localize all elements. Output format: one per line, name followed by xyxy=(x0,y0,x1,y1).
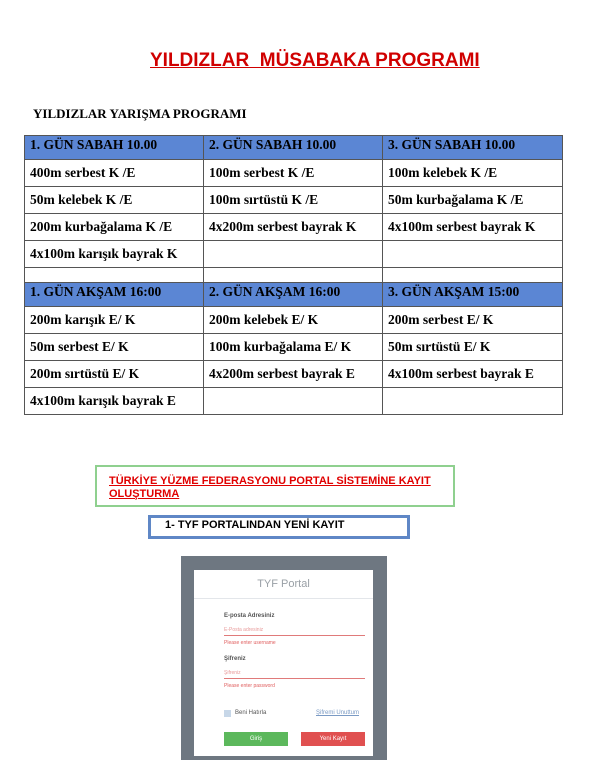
table-cell: 400m serbest K /E xyxy=(25,160,204,187)
tyf-registration-note: TÜRKİYE YÜZME FEDERASYONU PORTAL SİSTEMİNE KAYIT OLUŞTURMA xyxy=(109,475,431,500)
email-label: E-posta Adresiniz xyxy=(224,613,275,619)
table-cell: 100m sırtüstü K /E xyxy=(204,187,383,214)
register-button[interactable]: Yeni Kayıt xyxy=(301,732,365,746)
table-row xyxy=(25,160,563,187)
table-row xyxy=(25,187,563,214)
table-cell xyxy=(383,388,563,415)
login-button[interactable]: Giriş xyxy=(224,732,288,746)
header-cell: 1. GÜN AKŞAM 16:00 xyxy=(25,283,204,307)
table-row xyxy=(25,334,563,361)
table-cell xyxy=(204,388,383,415)
table-header-row xyxy=(25,283,563,307)
email-field[interactable]: E-Posta adresiniz xyxy=(224,626,365,636)
table-header-row xyxy=(25,136,563,160)
table-row xyxy=(25,388,563,415)
table-cell: 100m serbest K /E xyxy=(204,160,383,187)
forgot-password-link[interactable]: Şifremi Unuttum xyxy=(316,710,360,716)
table-cell: 200m kelebek E/ K xyxy=(204,307,383,334)
table-cell: 4x100m karışık bayrak K xyxy=(25,241,204,268)
page-title: YILDIZLAR MÜSABAKA PROGRAMI xyxy=(150,50,480,71)
table-cell: 50m kurbağalama K /E xyxy=(383,187,563,214)
table-cell: 4x100m karışık bayrak E xyxy=(25,388,204,415)
portal-screenshot xyxy=(181,556,387,760)
header-cell: 1. GÜN SABAH 10.00 xyxy=(25,136,204,160)
table-cell: 4x200m serbest bayrak E xyxy=(204,361,383,388)
table-cell xyxy=(204,268,383,283)
tyf-registration-note-box xyxy=(95,465,455,507)
table-row xyxy=(25,241,563,268)
divider xyxy=(194,598,373,599)
email-error: Please enter username xyxy=(224,640,276,646)
header-cell: 2. GÜN SABAH 10.00 xyxy=(204,136,383,160)
table-cell xyxy=(383,268,563,283)
table-cell: 100m kurbağalama E/ K xyxy=(204,334,383,361)
table-cell: 100m kelebek K /E xyxy=(383,160,563,187)
remember-checkbox[interactable] xyxy=(224,710,231,717)
table-cell xyxy=(383,241,563,268)
table-spacer-row xyxy=(25,268,563,283)
table-cell: 4x100m serbest bayrak E xyxy=(383,361,563,388)
table-row xyxy=(25,214,563,241)
portal-title: TYF Portal xyxy=(257,578,310,590)
header-cell: 3. GÜN AKŞAM 15:00 xyxy=(383,283,563,307)
portal-step-banner xyxy=(148,515,410,539)
table-cell: 50m kelebek K /E xyxy=(25,187,204,214)
table-cell xyxy=(204,241,383,268)
table-cell: 4x200m serbest bayrak K xyxy=(204,214,383,241)
table-row xyxy=(25,307,563,334)
password-label: Şifreniz xyxy=(224,656,246,662)
table-cell: 200m serbest E/ K xyxy=(383,307,563,334)
table-cell: 200m karışık E/ K xyxy=(25,307,204,334)
table-cell xyxy=(25,268,204,283)
password-error: Please enter password xyxy=(224,683,275,689)
password-field[interactable]: Şifreniz xyxy=(224,669,365,679)
login-card xyxy=(194,570,373,756)
table-cell: 200m sırtüstü E/ K xyxy=(25,361,204,388)
table-cell: 50m sırtüstü E/ K xyxy=(383,334,563,361)
table-cell: 50m serbest E/ K xyxy=(25,334,204,361)
portal-step-label: 1- TYF PORTALINDAN YENİ KAYIT xyxy=(165,519,345,531)
program-subtitle: YILDIZLAR YARIŞMA PROGRAMI xyxy=(33,106,247,121)
program-table xyxy=(24,135,563,415)
table-cell: 200m kurbağalama K /E xyxy=(25,214,204,241)
table-row xyxy=(25,361,563,388)
remember-label: Beni Hatırla xyxy=(235,710,267,716)
header-cell: 3. GÜN SABAH 10.00 xyxy=(383,136,563,160)
table-cell: 4x100m serbest bayrak K xyxy=(383,214,563,241)
header-cell: 2. GÜN AKŞAM 16:00 xyxy=(204,283,383,307)
